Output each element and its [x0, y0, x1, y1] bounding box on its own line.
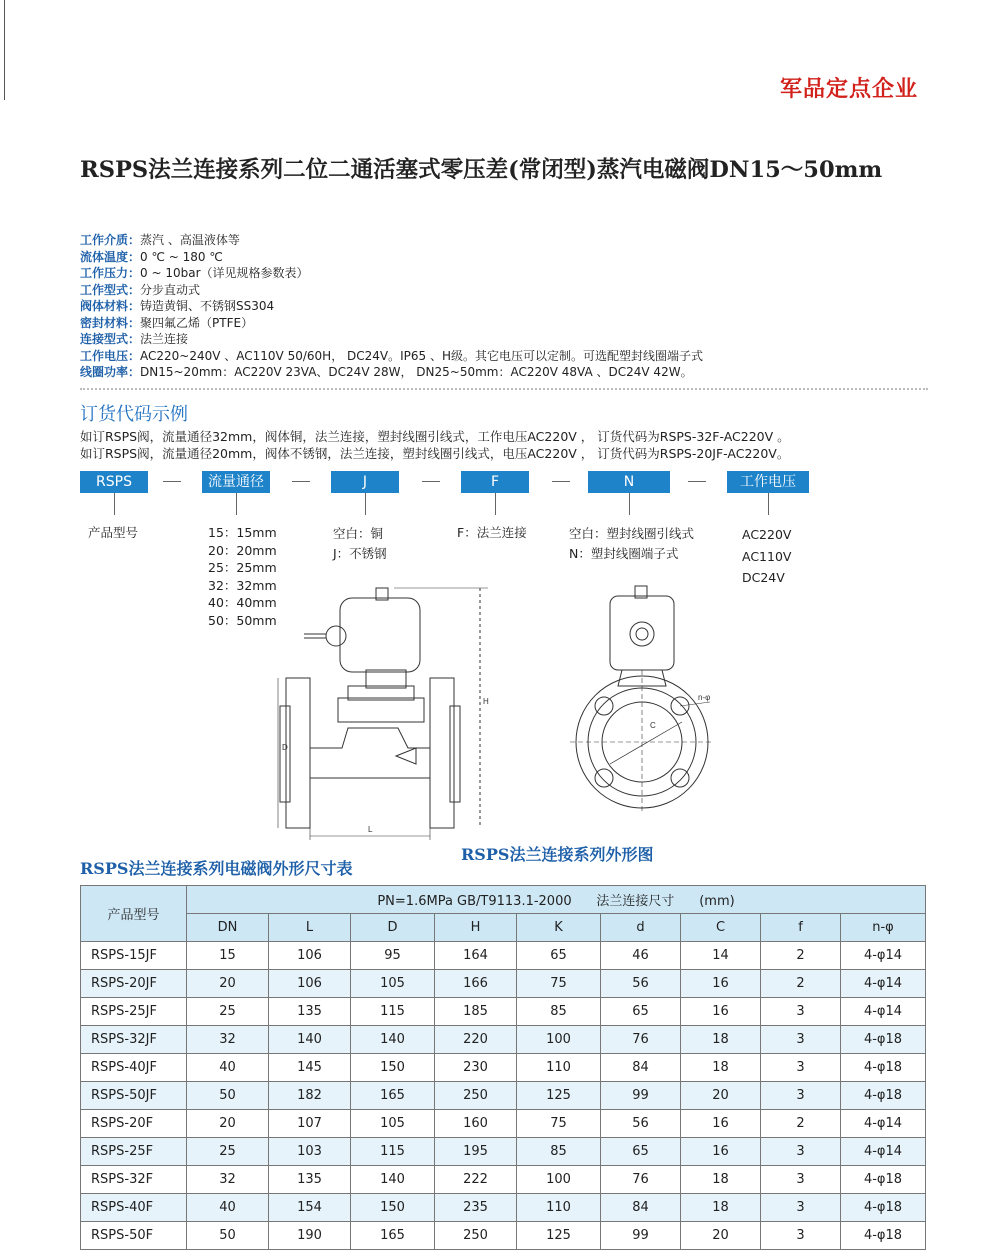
table-cell: 16 — [681, 1110, 761, 1138]
figure-caption: RSPS法兰连接系列外形图 — [461, 845, 654, 864]
table-cell: 99 — [601, 1222, 681, 1250]
table-row — [81, 1166, 926, 1194]
spec-label: 密封材料： — [80, 315, 141, 330]
spec-row — [80, 282, 703, 299]
dim-label-n: n-φ — [698, 693, 711, 702]
code-leader-line — [236, 493, 237, 515]
table-cell: 84 — [601, 1054, 681, 1082]
table-cell: 50 — [187, 1082, 269, 1110]
code-dash — [163, 481, 181, 482]
table-cell: 95 — [351, 942, 435, 970]
table-row — [81, 1082, 926, 1110]
table-cell: 103 — [269, 1138, 351, 1166]
table-cell: 106 — [269, 942, 351, 970]
table-row — [81, 942, 926, 970]
table-cell: 100 — [517, 1166, 601, 1194]
table-cell: 4-φ18 — [841, 1082, 926, 1110]
option-item: AC220V — [742, 527, 792, 542]
table-cell-model: RSPS-20JF — [81, 970, 187, 998]
table-cell: 25 — [187, 1138, 269, 1166]
table-cell: 150 — [351, 1054, 435, 1082]
table-cell: 125 — [517, 1222, 601, 1250]
code-leader-line — [114, 493, 115, 515]
table-cell: 85 — [517, 1138, 601, 1166]
spec-value: 法兰连接 — [140, 332, 189, 346]
table-cell: 3 — [761, 998, 841, 1026]
table-cell: 4-φ18 — [841, 1166, 926, 1194]
table-cell: 105 — [351, 970, 435, 998]
option-item: 40：40mm — [208, 595, 277, 610]
dim-label-l: L — [368, 825, 373, 834]
code-leader-line — [629, 493, 630, 515]
table-cell-model: RSPS-25F — [81, 1138, 187, 1166]
table-cell: 160 — [435, 1110, 517, 1138]
spec-value: 0 ℃ ~ 180 ℃ — [140, 249, 223, 264]
table-cell: 100 — [517, 1026, 601, 1054]
table-cell: 4-φ18 — [841, 1194, 926, 1222]
table-cell: 106 — [269, 970, 351, 998]
table-cell: 190 — [269, 1222, 351, 1250]
header-model: 产品型号 — [81, 886, 187, 942]
table-cell-model: RSPS-25JF — [81, 998, 187, 1026]
spec-value: AC220~240V 、AC110V 50/60H， DC24V。IP65 、H级。其它电压可以定制。可选配塑封线圈端子式 — [140, 348, 703, 363]
spec-value: 蒸汽 、高温液体等 — [140, 233, 240, 247]
spec-value: 聚四氟乙烯（PTFE） — [140, 315, 254, 330]
spec-label: 流体温度： — [80, 249, 141, 264]
table-row — [81, 970, 926, 998]
table-cell: 110 — [517, 1054, 601, 1082]
table-cell: 182 — [269, 1082, 351, 1110]
option-item: 空白：铜 — [333, 526, 384, 541]
spec-label: 工作介质： — [80, 233, 141, 247]
spec-row — [80, 249, 703, 266]
code-leader-line — [768, 493, 769, 515]
table-row — [81, 1110, 926, 1138]
table-row — [81, 1194, 926, 1222]
option-dn-list — [208, 524, 277, 629]
slogan: 军品定点企业 — [779, 77, 918, 102]
spec-label: 连接型式： — [80, 332, 141, 346]
table-cell: 25 — [187, 998, 269, 1026]
table-cell: 195 — [435, 1138, 517, 1166]
table-row — [81, 1138, 926, 1166]
table-cell: 2 — [761, 942, 841, 970]
table-cell: 56 — [601, 1110, 681, 1138]
table-cell: 220 — [435, 1026, 517, 1054]
table-cell: 76 — [601, 1026, 681, 1054]
option-item: DC24V — [742, 570, 785, 585]
table-cell: 154 — [269, 1194, 351, 1222]
spec-value: 0 ~ 10bar（详见规格参数表） — [140, 266, 309, 280]
table-cell: 20 — [681, 1222, 761, 1250]
table-cell: 2 — [761, 1110, 841, 1138]
table-cell: 32 — [187, 1166, 269, 1194]
header-col: D — [351, 914, 435, 942]
table-row — [81, 1054, 926, 1082]
code-dash — [688, 481, 706, 482]
code-box-material: J — [331, 471, 399, 493]
table-cell: 145 — [269, 1054, 351, 1082]
table-cell: 65 — [601, 1138, 681, 1166]
table-cell-model: RSPS-20F — [81, 1110, 187, 1138]
code-leader-line — [365, 493, 366, 515]
table-cell: 20 — [681, 1082, 761, 1110]
spec-label: 阀体材料： — [80, 299, 141, 313]
order-example-1: 如订RSPS阀，流量通径32mm，阀体铜，法兰连接，塑封线圈引线式，工作电压AC220V ， 订货代码为RSPS-32F-AC220V 。 — [80, 429, 790, 444]
table-cell: 75 — [517, 970, 601, 998]
table-cell: 18 — [681, 1026, 761, 1054]
table-cell: 4-φ14 — [841, 1110, 926, 1138]
code-box-connection: F — [461, 471, 529, 493]
table-cell: 2 — [761, 970, 841, 998]
table-cell: 16 — [681, 998, 761, 1026]
dimension-table — [80, 885, 926, 1250]
table-cell: 46 — [601, 942, 681, 970]
table-cell: 140 — [351, 1026, 435, 1054]
dim-label-c: C — [650, 721, 656, 730]
spec-value: 铸造黄铜、不锈钢SS304 — [140, 299, 275, 313]
table-cell: 20 — [187, 1110, 269, 1138]
code-box-voltage: 工作电压 — [727, 471, 809, 493]
table-cell: 230 — [435, 1054, 517, 1082]
code-leader-line — [495, 493, 496, 515]
table-cell: 99 — [601, 1082, 681, 1110]
table-cell: 84 — [601, 1194, 681, 1222]
table-cell: 222 — [435, 1166, 517, 1194]
spec-label: 工作电压： — [80, 348, 141, 363]
table-cell-model: RSPS-50JF — [81, 1082, 187, 1110]
table-cell: 140 — [269, 1026, 351, 1054]
table-cell: 16 — [681, 970, 761, 998]
header-col: f — [761, 914, 841, 942]
table-cell: 4-φ18 — [841, 1026, 926, 1054]
header-col: K — [517, 914, 601, 942]
table-cell: 50 — [187, 1222, 269, 1250]
table-cell: 18 — [681, 1166, 761, 1194]
code-box-model: RSPS — [80, 471, 148, 493]
option-item: 15：15mm — [208, 525, 277, 540]
spec-value: DN15~20mm：AC220V 23VA、DC24V 28W， DN25~50mm：AC220V 48VA 、DC24V 42W。 — [140, 365, 693, 379]
table-cell: 76 — [601, 1166, 681, 1194]
table-cell: 3 — [761, 1222, 841, 1250]
table-cell: 40 — [187, 1054, 269, 1082]
spec-row — [80, 265, 703, 282]
spec-row — [80, 364, 703, 381]
table-cell: 166 — [435, 970, 517, 998]
table-caption: RSPS法兰连接系列电磁阀外形尺寸表 — [80, 859, 353, 878]
table-cell: 115 — [351, 1138, 435, 1166]
valve-side-view — [278, 588, 488, 840]
code-box-dn: 流量通径 — [202, 471, 270, 493]
code-dash — [292, 481, 310, 482]
table-cell-model: RSPS-32F — [81, 1166, 187, 1194]
valve-end-view — [570, 586, 714, 814]
table-cell: 14 — [681, 942, 761, 970]
table-cell: 105 — [351, 1110, 435, 1138]
table-cell: 4-φ14 — [841, 970, 926, 998]
option-item: 25：25mm — [208, 560, 277, 575]
valve-outline-diagram — [270, 578, 730, 840]
table-cell: 3 — [761, 1138, 841, 1166]
page-edge-line — [4, 0, 5, 100]
order-section-title: 订货代码示例 — [80, 404, 188, 425]
option-item: F：法兰连接 — [457, 525, 527, 540]
table-cell: 3 — [761, 1054, 841, 1082]
option-model: 产品型号 — [88, 525, 139, 540]
table-row — [81, 1222, 926, 1250]
table-cell: 150 — [351, 1194, 435, 1222]
table-cell: 185 — [435, 998, 517, 1026]
option-coil-list — [569, 524, 694, 564]
table-cell: 250 — [435, 1082, 517, 1110]
table-cell: 75 — [517, 1110, 601, 1138]
table-cell: 250 — [435, 1222, 517, 1250]
code-dash — [552, 481, 570, 482]
table-cell: 115 — [351, 998, 435, 1026]
table-cell: 20 — [187, 970, 269, 998]
option-item: 50：50mm — [208, 612, 277, 628]
table-cell: 107 — [269, 1110, 351, 1138]
table-cell: 40 — [187, 1194, 269, 1222]
table-cell: 3 — [761, 1026, 841, 1054]
table-cell: 164 — [435, 942, 517, 970]
table-cell: 125 — [517, 1082, 601, 1110]
spec-label: 工作型式： — [80, 282, 141, 297]
table-row — [81, 1026, 926, 1054]
table-cell: 85 — [517, 998, 601, 1026]
table-body — [81, 942, 926, 1250]
table-cell: 4-φ14 — [841, 998, 926, 1026]
table-cell-model: RSPS-40JF — [81, 1054, 187, 1082]
option-item: AC110V — [742, 548, 792, 564]
table-cell: 3 — [761, 1194, 841, 1222]
header-col: C — [681, 914, 761, 942]
table-cell: 3 — [761, 1082, 841, 1110]
header-col: d — [601, 914, 681, 942]
option-voltage-list — [742, 524, 791, 589]
table-cell-model: RSPS-40F — [81, 1194, 187, 1222]
option-item: 32：32mm — [208, 577, 277, 593]
spec-row — [80, 232, 703, 249]
spec-row — [80, 315, 703, 332]
table-cell: 165 — [351, 1222, 435, 1250]
table-cell: 65 — [517, 942, 601, 970]
spec-row — [80, 298, 703, 315]
table-cell: 18 — [681, 1054, 761, 1082]
table-cell: 165 — [351, 1082, 435, 1110]
table-cell-model: RSPS-50F — [81, 1222, 187, 1250]
table-row — [81, 998, 926, 1026]
order-example-2: 如订RSPS阀，流量通径20mm，阀体不锈钢，法兰连接，塑封线圈引线式，电压AC220V ， 订货代码为RSPS-20JF-AC220V。 — [80, 446, 790, 461]
spec-list — [80, 232, 703, 381]
header-col: n-φ — [841, 914, 926, 942]
option-item: 空白：塑封线圈引线式 — [569, 526, 695, 541]
table-cell-model: RSPS-32JF — [81, 1026, 187, 1054]
table-cell: 110 — [517, 1194, 601, 1222]
header-col: L — [269, 914, 351, 942]
table-cell: 235 — [435, 1194, 517, 1222]
header-group: PN=1.6MPa GB/T9113.1-2000 法兰连接尺寸 (mm) — [187, 886, 926, 914]
page-title: RSPS法兰连接系列二位二通活塞式零压差(常闭型)蒸汽电磁阀DN15～50mm — [80, 157, 883, 183]
table-cell: 3 — [761, 1166, 841, 1194]
dotted-divider — [80, 388, 928, 390]
option-item: N：塑封线圈端子式 — [569, 546, 679, 561]
spec-label: 工作压力： — [80, 266, 141, 280]
spec-row — [80, 331, 703, 348]
order-examples — [80, 428, 790, 462]
table-cell: 65 — [601, 998, 681, 1026]
dim-label-h: H — [483, 697, 489, 706]
option-material-list — [333, 524, 387, 564]
table-cell: 135 — [269, 998, 351, 1026]
spec-row — [80, 348, 703, 365]
table-cell: 140 — [351, 1166, 435, 1194]
table-cell: 4-φ18 — [841, 1054, 926, 1082]
spec-value: 分步直动式 — [140, 282, 201, 297]
code-dash — [422, 481, 440, 482]
table-cell: 4-φ14 — [841, 1138, 926, 1166]
table-cell: 32 — [187, 1026, 269, 1054]
table-cell: 135 — [269, 1166, 351, 1194]
table-cell-model: RSPS-15JF — [81, 942, 187, 970]
dim-label-d: D — [282, 743, 288, 752]
table-cell: 18 — [681, 1194, 761, 1222]
header-col: H — [435, 914, 517, 942]
table-cell: 15 — [187, 942, 269, 970]
table-cell: 16 — [681, 1138, 761, 1166]
table-cell: 4-φ14 — [841, 942, 926, 970]
option-item: 20：20mm — [208, 542, 277, 558]
option-connection-list — [457, 524, 527, 542]
code-box-coil: N — [588, 471, 670, 493]
spec-label: 线圈功率： — [80, 365, 141, 379]
table-cell: 56 — [601, 970, 681, 998]
table-cell: 4-φ18 — [841, 1222, 926, 1250]
header-col: DN — [187, 914, 269, 942]
option-item: J：不锈钢 — [333, 546, 387, 561]
